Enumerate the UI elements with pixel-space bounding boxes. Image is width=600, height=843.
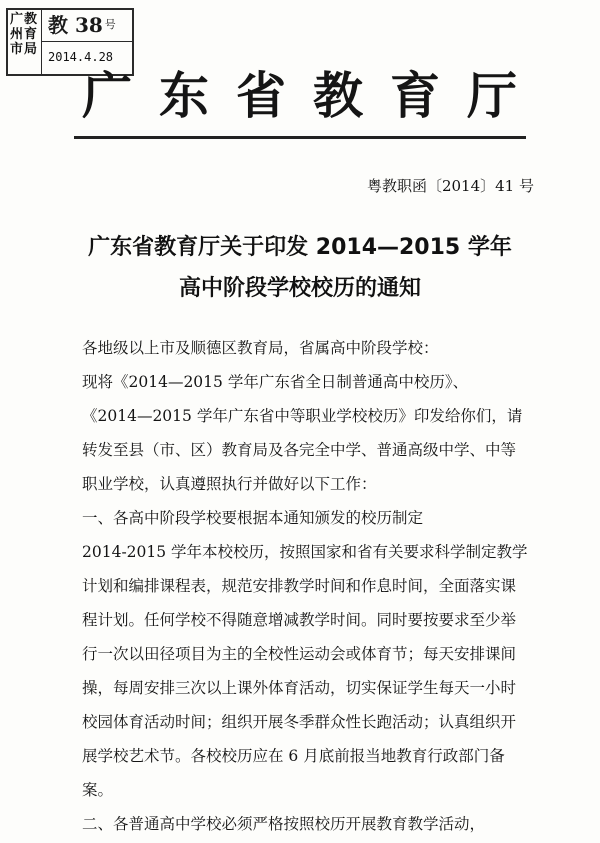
stamp-number-cell	[42, 10, 132, 42]
letterhead-title: 广东省教育厅	[82, 67, 544, 125]
body-line: 程计划。任何学校不得随意增减教学时间。同时要按要求至少举	[82, 611, 517, 629]
body-line: 现将《2014—2015 学年广东省全日制普通高中校历》、	[82, 373, 469, 391]
body-line: 《2014—2015 学年广东省中等职业学校校历》印发给你们，请	[82, 407, 523, 425]
stamp-org-line: 州育	[10, 27, 39, 42]
letterhead-rule	[74, 136, 526, 139]
body-line: 转发至县（市、区）教育局及各完全中学、普通高级中学、中等	[82, 441, 517, 459]
document-title-line-2: 高中阶段学校校历的通知	[178, 276, 421, 301]
body-line: 各地级以上市及顺德区教育局，省属高中阶段学校：	[82, 339, 439, 357]
body-line: 计划和编排课程表，规范安排教学时间和作息时间，全面落实课	[82, 577, 517, 595]
stamp-date: 2014.4.28	[48, 50, 114, 64]
stamp-number-suffix: 号	[104, 18, 116, 31]
document-number: 粤教职函〔2014〕41 号	[366, 177, 534, 195]
document-title-line-1: 广东省教育厅关于印发 2014—2015 学年	[88, 235, 512, 260]
body-line: 操，每周安排三次以上课外体育活动，切实保证学生每天一小时	[82, 679, 517, 697]
stamp-org-line: 广教	[10, 12, 39, 27]
body-line: 案。	[82, 781, 114, 799]
body-line: 校园体育活动时间；组织开展冬季群众性长跑活动；认真组织开	[82, 713, 517, 731]
body-line: 职业学校，认真遵照执行并做好以下工作：	[82, 475, 377, 493]
body-line: 2014-2015 学年本校校历，按照国家和省有关要求科学制定教学	[82, 543, 528, 561]
body-line: 一、各高中阶段学校要根据本通知颁发的校历制定	[82, 509, 424, 527]
stamp-number: 教 38	[48, 13, 103, 37]
stamp-org-line: 市局	[10, 42, 39, 57]
stamp-organization	[8, 10, 42, 74]
body-line: 展学校艺术节。各校校历应在 6 月底前报当地教育行政部门备	[82, 747, 505, 765]
body-line: 行一次以田径项目为主的全校性运动会或体育节；每天安排课间	[82, 645, 517, 663]
body-line: 二、各普通高中学校必须严格按照校历开展教育教学活动，	[82, 815, 486, 833]
